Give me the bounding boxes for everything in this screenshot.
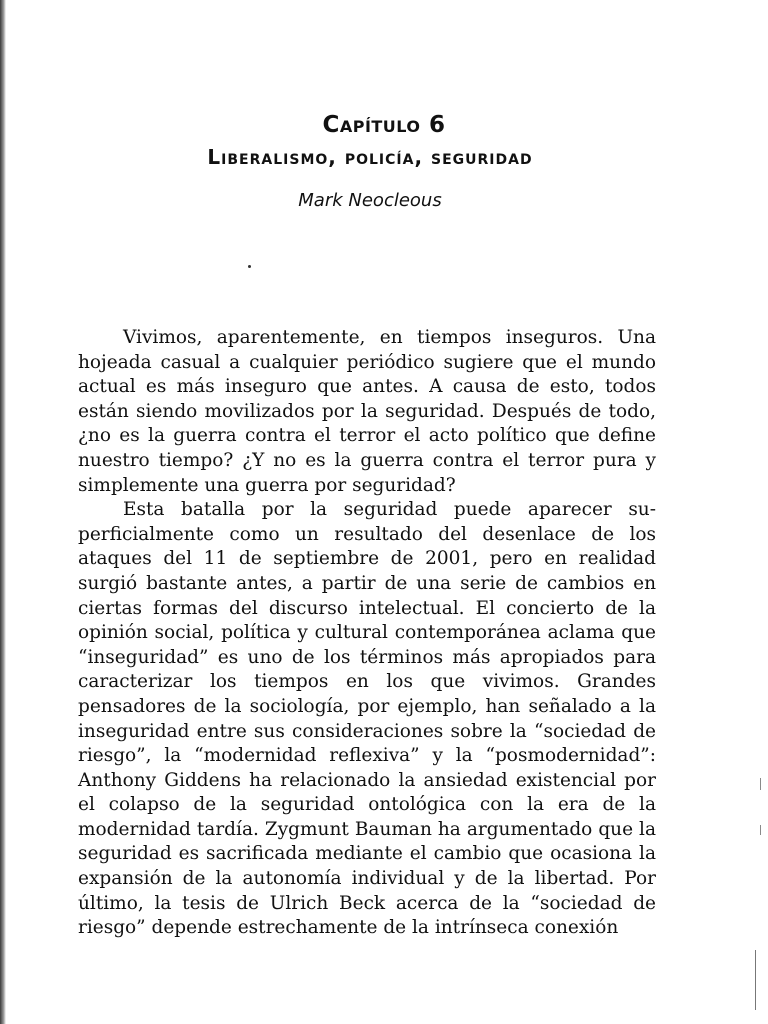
scan-mark	[760, 778, 761, 790]
body-text	[78, 326, 656, 941]
paragraph: Vivimos, aparentemente, en tiempos inseguros. Una hojeada casual a cualquier periódico sugiere que el mundo actual es más inseguro que antes. A causa de esto, todos están siendo movilizados por la seguridad. Después de todo, ¿no es la guerra contra el terror el acto político que define nuestro tiempo? ¿Y no es la guerra contra el terror pura y simplemente una guerra por seguridad?	[78, 327, 656, 496]
chapter-title: Liberalismo, policía, seguridad	[207, 145, 533, 169]
scan-mark	[760, 825, 761, 835]
chapter-number: Capítulo 6	[322, 112, 446, 138]
scan-speck	[248, 265, 251, 268]
author-name: Mark Neocleous	[298, 190, 442, 211]
paragraph: Esta batalla por la seguridad puede aparecer superficialmente como un resultado del desenlace de los ataques del 11 de septiembre de 2001, pero en realidad surgió bastante antes, a partir de una serie de cambios en ciertas formas del discurso intelectual. El concierto de la opinión social, política y cultural contemporánea aclama que “inseguridad” es uno de los términos más apropiados para caracterizar los tiempos en los que vivimos. Grandes pensadores de la sociología, por ejemplo, han señalado a la inseguridad entre sus consideraciones sobre la “sociedad de riesgo”, la “modernidad reflexiva” y la “posmodernidad”: Anthony Giddens ha relacionado la ansiedad existencial por el colapso de la seguridad ontológica con la era de la modernidad tardía. Zygmunt Bauman ha argumentado que la seguridad es sacrificada mediante el cambio que ocasiona la expansión de la autonomía individual y de la libertad. Por último, la tesis de Ulrich Beck acerca de la “sociedad de riesgo” depende estrechamente de la intrínseca conexión	[78, 499, 656, 939]
scan-mark	[755, 950, 756, 1010]
